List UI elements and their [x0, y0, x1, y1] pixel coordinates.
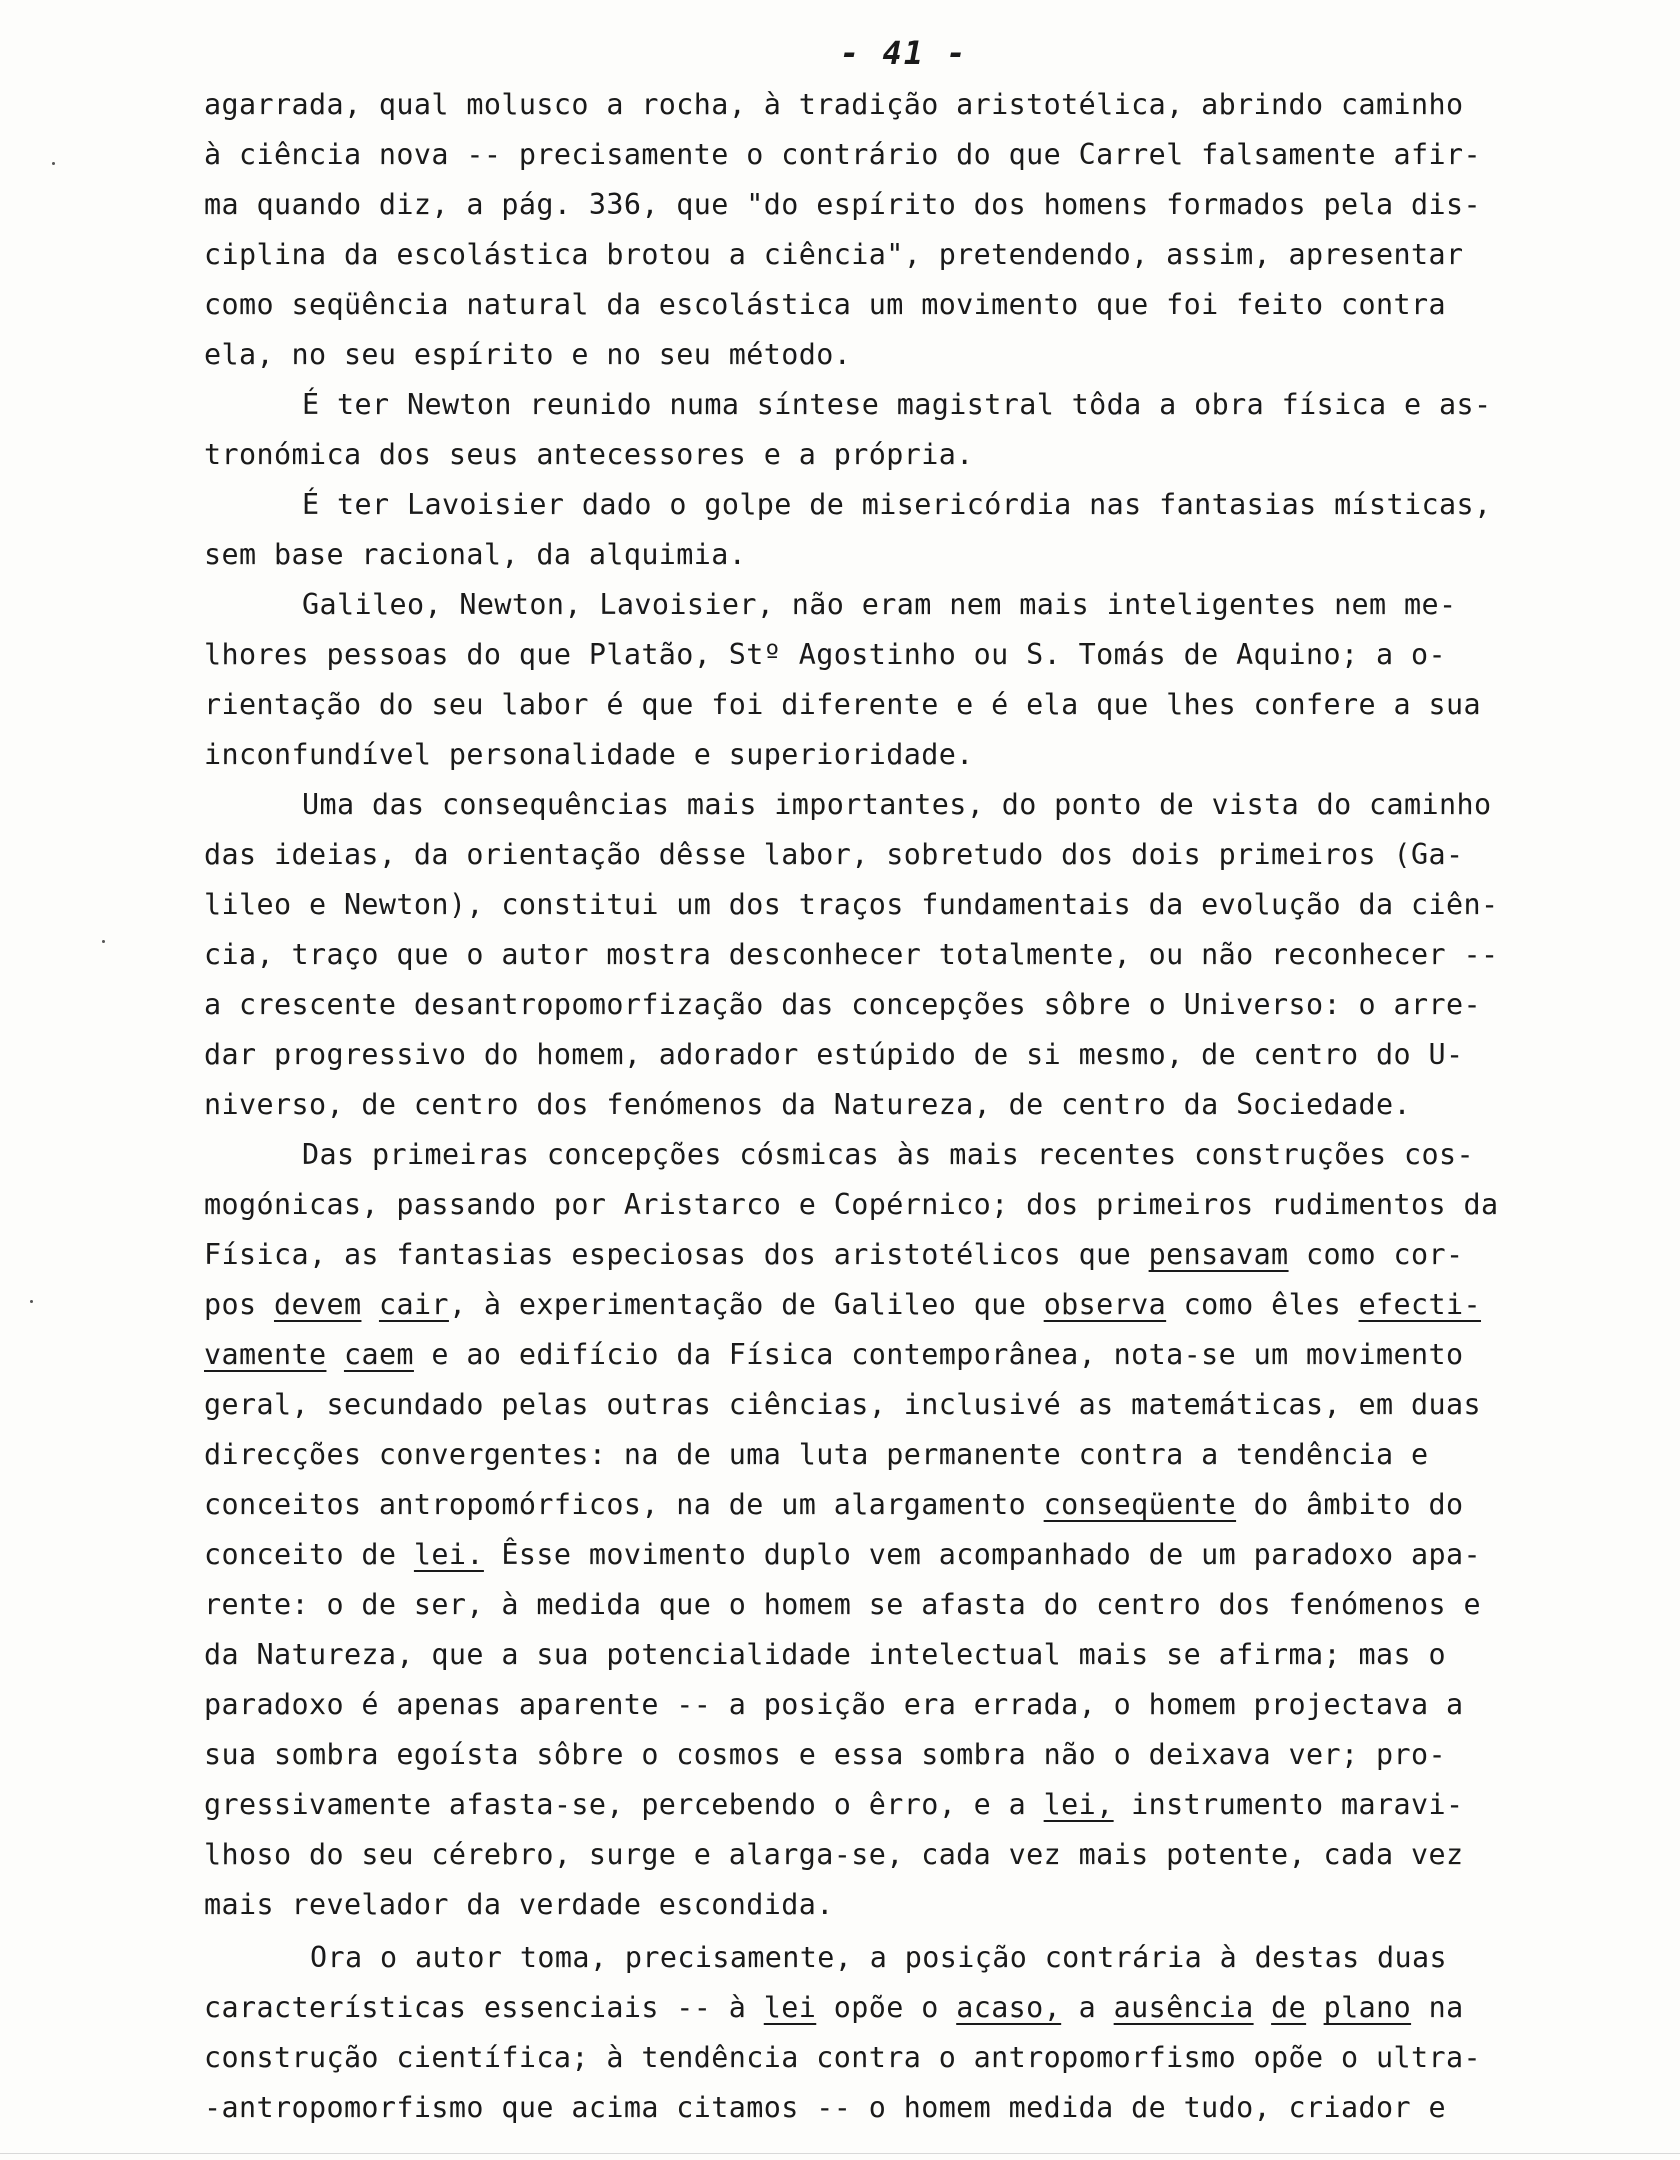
page-bottom-edge [0, 2153, 1680, 2154]
text-line: mais revelador da verdade escondida. [204, 1888, 834, 1921]
text-line: pos devem cair, à experimentação de Galileo que observa como êles efecti- [204, 1288, 1482, 1321]
text-line: conceito de lei. Êsse movimento duplo vem acompanhado de um paradoxo apa- [204, 1538, 1481, 1571]
text-line: lhoso do seu cérebro, surge e alarga-se, cada vez mais potente, cada vez [204, 1838, 1464, 1871]
underlined-word: efecti- [1358, 1288, 1482, 1321]
underlined-word: plano [1323, 1991, 1412, 2024]
underlined-word: ausência [1113, 1991, 1254, 2024]
text-line: direcções convergentes: na de uma luta permanente contra a tendência e [204, 1438, 1429, 1471]
text-line: geral, secundado pelas outras ciências, inclusivé as matemáticas, em duas [204, 1388, 1481, 1421]
underlined-word: observa [1043, 1288, 1167, 1321]
text-line: Uma das consequências mais importantes, do ponto de vista do caminho [302, 788, 1492, 821]
text-line: a crescente desantropomorfização das concepções sôbre o Universo: o arre- [204, 988, 1481, 1021]
text-line: lileo e Newton), constitui um dos traços fundamentais da evolução da ciên- [204, 888, 1499, 921]
text-line: características essenciais -- à lei opõe o acaso, a ausência de plano na [204, 1991, 1464, 2024]
text-line: Ora o autor toma, precisamente, a posição contrária à destas duas [310, 1941, 1448, 1974]
underlined-word: cair [378, 1288, 449, 1321]
underlined-word: lei [763, 1991, 817, 2024]
text-line: Física, as fantasias especiosas dos aristotélicos que pensavam como cor- [204, 1238, 1464, 1271]
text-line: vamente caem e ao edifício da Física contemporânea, nota-se um movimento [204, 1338, 1464, 1371]
page-number: - 41 - [840, 34, 968, 72]
text-line: conceitos antropomórficos, na de um alargamento conseqüente do âmbito do [204, 1488, 1464, 1521]
text-line: tronómica dos seus antecessores e a própria. [204, 438, 974, 471]
text-line: É ter Newton reunido numa síntese magistral tôda a obra física e as- [302, 388, 1492, 421]
text-line: à ciência nova -- precisamente o contrário do que Carrel falsamente afir- [204, 138, 1481, 171]
text-line: sem base racional, da alquimia. [204, 538, 747, 571]
underlined-word: de [1271, 1991, 1307, 2024]
text-line: sua sombra egoísta sôbre o cosmos e essa sombra não o deixava ver; pro- [204, 1738, 1446, 1771]
underlined-word: lei. [413, 1538, 484, 1571]
text-line: cia, traço que o autor mostra desconhecer totalmente, ou não reconhecer -- [204, 938, 1499, 971]
text-line: -antropomorfismo que acima citamos -- o homem medida de tudo, criador e [204, 2091, 1446, 2124]
text-line: paradoxo é apenas aparente -- a posição era errada, o homem projectava a [204, 1688, 1464, 1721]
underlined-word: devem [273, 1288, 362, 1321]
body-text [204, 80, 1664, 2133]
text-line: Das primeiras concepções cósmicas às mais recentes construções cos- [302, 1138, 1475, 1171]
underlined-word: pensavam [1148, 1238, 1289, 1271]
underlined-word: conseqüente [1043, 1488, 1237, 1521]
text-line: niverso, de centro dos fenómenos da Natureza, de centro da Sociedade. [204, 1088, 1411, 1121]
text-line: ela, no seu espírito e no seu método. [204, 338, 852, 371]
paper-speck [102, 940, 105, 943]
text-line: inconfundível personalidade e superioridade. [204, 738, 974, 771]
text-line: É ter Lavoisier dado o golpe de misericórdia nas fantasias místicas, [302, 488, 1492, 521]
text-line: construção científica; à tendência contra o antropomorfismo opõe o ultra- [204, 2041, 1481, 2074]
underlined-word: caem [343, 1338, 414, 1371]
text-line: ma quando diz, a pág. 336, que "do espírito dos homens formados pela dis- [204, 188, 1481, 221]
paper-speck [30, 1300, 33, 1303]
text-line: como seqüência natural da escolástica um movimento que foi feito contra [204, 288, 1446, 321]
text-line: das ideias, da orientação dêsse labor, sobretudo dos dois primeiros (Ga- [204, 838, 1464, 871]
text-line: dar progressivo do homem, adorador estúpido de si mesmo, de centro do U- [204, 1038, 1464, 1071]
text-line: ciplina da escolástica brotou a ciência", pretendendo, assim, apresentar [204, 238, 1464, 271]
text-line: Galileo, Newton, Lavoisier, não eram nem mais inteligentes nem me- [302, 588, 1457, 621]
underlined-word: lei, [1043, 1788, 1114, 1821]
text-line: lhores pessoas do que Platão, Stº Agostinho ou S. Tomás de Aquino; a o- [204, 638, 1446, 671]
text-line: rientação do seu labor é que foi diferente e é ela que lhes confere a sua [204, 688, 1481, 721]
text-line: rente: o de ser, à medida que o homem se afasta do centro dos fenómenos e [204, 1588, 1481, 1621]
text-line: gressivamente afasta-se, percebendo o êrro, e a lei, instrumento maravi- [204, 1788, 1464, 1821]
text-line: da Natureza, que a sua potencialidade intelectual mais se afirma; mas o [204, 1638, 1446, 1671]
text-line: agarrada, qual molusco a rocha, à tradição aristotélica, abrindo caminho [204, 88, 1464, 121]
text-line: mogónicas, passando por Aristarco e Copérnico; dos primeiros rudimentos da [204, 1188, 1499, 1221]
paper-speck [52, 162, 55, 165]
underlined-word: vamente [204, 1338, 327, 1371]
underlined-word: acaso, [956, 1991, 1062, 2024]
